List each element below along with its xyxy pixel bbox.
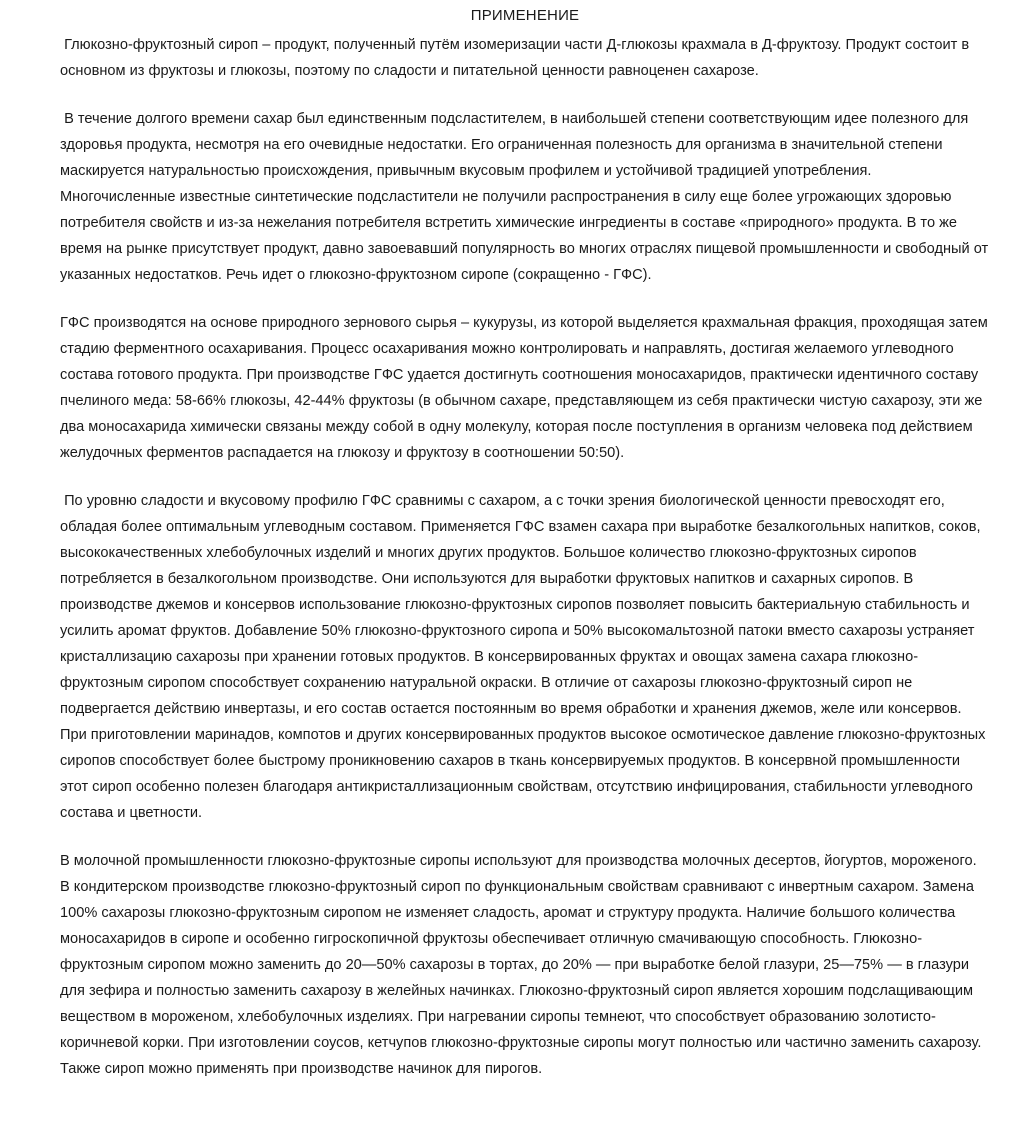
- paragraph-dairy-confectionery: В молочной промышленности глюкозно-фруктозные сиропы используют для производства молочных десертов, йогуртов, мороженого. В кондитерском производстве глюкозно-фруктозный сироп по функциональным свойствам сравнивают с инвертным сахаром. Замена 100% сахарозы глюкозно-фруктозным сиропом не изменяет сладость, аромат и структуру продукта. Наличие большого количества моносахаридов в сиропе и особенно гигроскопичной фруктозы обеспечивает отличную смачивающую способность. Глюкозно-фруктозным сиропом можно заменить до 20—50% сахарозы в тортах, до 20% — при выработке белой глазури, 25—75% — в глазури для зефира и полностью заменить сахарозу в желейных начинках. Глюкозно-фруктозный сироп является хорошим подслащивающим веществом в мороженом, хлебобулочных изделиях. При нагревании сиропы темнеют, что способствует образованию золотисто-коричневой корки. При изготовлении соусов, кетчупов глюкозно-фруктозные сиропы могут полностью или частично заменить сахарозу. Также сироп можно применять при производстве начинок для пирогов.: [60, 853, 982, 1077]
- paragraph-sugar-history: В течение долгого времени сахар был единственным подсластителем, в наибольшей степени соответствующим идее полезного для здоровья продукта, несмотря на его очевидные недостатки. Его ограниченная полезность для организма в значительной степени маскируется натуральностью происхождения, привычным вкусовым профилем и устойчивой традицией употребления. Многочисленные известные синтетические подсластители не получили распространения в силу еще более угрожающих здоровью потребителя свойств и из-за нежелания потребителя встретить химические ингредиенты в составе «природного» продукта. В то же время на рынке присутствует продукт, давно завоевавший популярность во многих отраслях пищевой промышленности и свободный от указанных недостатков. Речь идет о глюкозно-фруктозном сиропе (сокращенно - ГФС).: [60, 111, 989, 283]
- document-title: ПРИМЕНЕНИЕ: [470, 7, 580, 24]
- paragraph-applications: По уровню сладости и вкусовому профилю ГФС сравнимы с сахаром, а с точки зрения биологической ценности превосходят его, обладая более оптимальным углеводным составом. Применяется ГФС взамен сахара при выработке безалкогольных напитков, соков, высококачественных хлебобулочных изделий и многих других продуктов. Большое количество глюкозно-фруктозных сиропов потребляется в безалкогольном производстве. Они используются для выработки фруктовых напитков и сахарных сиропов. В производстве джемов и консервов использование глюкозно-фруктозных сиропов позволяет повысить бактериальную стабильность и усилить аромат фруктов. Добавление 50% глюкозно-фруктозного сиропа и 50% высокомальтозной патоки вместо сахарозы устраняет кристаллизацию сахарозы при хранении готовых продуктов. В консервированных фруктах и овощах замена сахара глюкозно- фруктозным сиропом способствует сохранению натуральной окраски. В отличие от сахарозы глюкозно-фруктозный сироп не подвергается действию инвертазы, и его состав остается постоянным во время обработки и хранения джемов, желе или консервов. При приготовлении маринадов, компотов и других консервированных продуктов высокое осмотическое давление глюкозно-фруктозных сиропов способствует более быстрому проникновению сахаров в ткань консервируемых продуктов. В консервной промышленности этот сироп особенно полезен благодаря антикристаллизационным свойствам, отсутствию инфицирования, стабильности углеводного состава и цветности.: [60, 493, 986, 821]
- paragraph-production: ГФС производятся на основе природного зернового сырья – кукурузы, из которой выделяется крахмальная фракция, проходящая затем стадию ферментного осахаривания. Процесс осахаривания можно контролировать и направлять, достигая желаемого углеводного состава готового продукта. При производстве ГФС удается достигнуть соотношения моносахаридов, практически идентичного составу пчелиного меда: 58-66% глюкозы, 42-44% фруктозы (в обычном сахаре, представляющем из себя практически чистую сахарозу, эти же два моносахарида химически связаны между собой в одну молекулу, которая после поступления в организм человека под действием желудочных ферментов распадается на глюкозу и фруктозу в соотношении 50:50).: [60, 315, 988, 461]
- paragraph-definition: Глюкозно-фруктозный сироп – продукт, полученный путём изомеризации части Д-глюкозы крахмала в Д-фруктозу. Продукт состоит в основном из фруктозы и глюкозы, поэтому по сладости и питательной ценности равноценен сахарозе.: [60, 37, 970, 79]
